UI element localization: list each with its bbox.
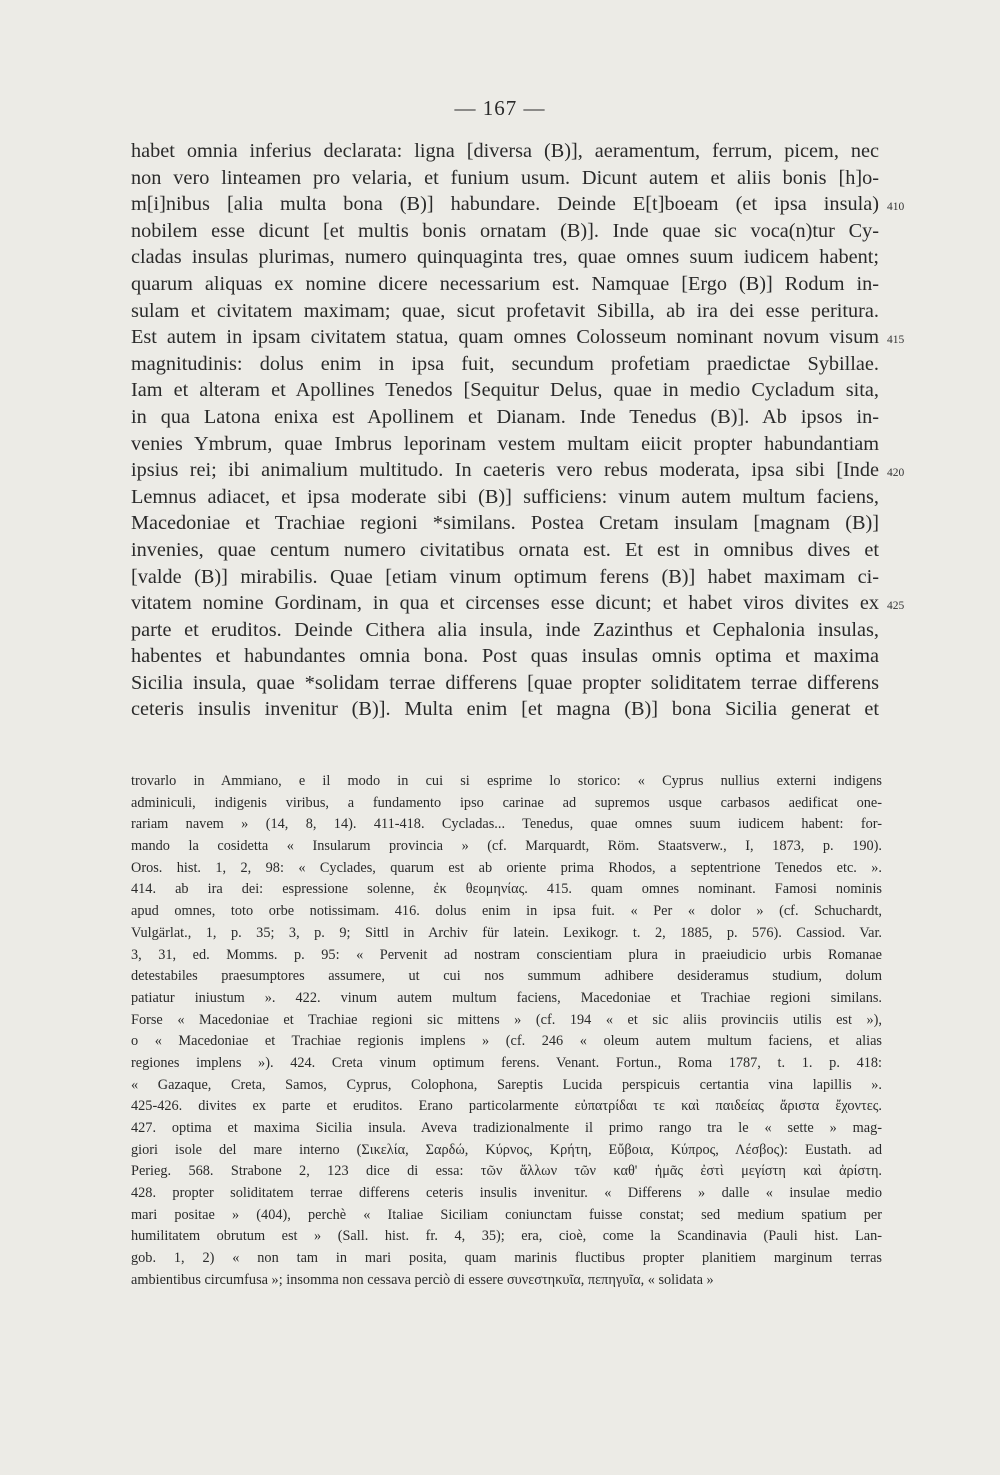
footnote-line: 427. optima et maxima Sicilia insula. Aveva tradizionalmente il primo rango tra le « sette » mag-: [131, 1120, 882, 1136]
footnote-line: « Gazaque, Creta, Samos, Cyprus, Colophona, Sareptis Lucida perspicuis certantia vina lapillis ».: [131, 1076, 882, 1093]
text-line: non vero linteamen pro velaria, et funium usum. Dicunt autem et aliis bonis [h]o-: [131, 166, 879, 189]
text-line: invenies, quae centum numero civitatibus ornata est. Et est in omnibus dives et: [131, 538, 879, 561]
text-line: Iam et alteram et Apollines Tenedos [Sequitur Delus, quae in medio Cycladum sita,: [131, 379, 879, 402]
footnote-line: humilitatem obrutum est » (Sall. hist. fr. 4, 35); era, cioè, come la Scandinavia (Pauli hist. Lan-: [131, 1228, 882, 1245]
footnote-line: Vulgärlat., 1, p. 35; 3, p. 9; Sittl in Archiv für latein. Lexikogr. t. 2, 1885, p. 576). Cassiod. Var.: [131, 924, 882, 941]
footnote-line: patiatur iniustum ». 422. vinum autem multum faciens, Macedoniae et Trachiae regioni similans.: [131, 989, 882, 1006]
text-line: ipsius rei; ibi animalium multitudo. In caeteris vero rebus moderata, ipsa sibi [Inde 420: [131, 457, 879, 484]
text-line: habentes et habundantes omnia bona. Post quas insulas omnis optima et maxima: [131, 645, 879, 668]
footnote-line: gob. 1, 2) « non tam in mari posita, quam marinis fluctibus propter planitiem marginum terras: [131, 1250, 882, 1267]
text-line: parte et eruditos. Deinde Cithera alia insula, inde Zazinthus et Cephalonia insulas,: [131, 618, 879, 641]
text-line: Est autem in ipsam civitatem statua, quam omnes Colosseum nominant novum visum 415: [131, 324, 879, 351]
text-line: venies Ymbrum, quae Imbrus leporinam vestem multam eiicit propter habundantiam: [131, 432, 879, 455]
footnote-line: giori isole del mare interno (Σικελία, Σαρδώ, Κύρνος, Κρήτη, Εὔβοια, Κύπρος, Λέσβος): Eustath. ad: [131, 1141, 882, 1158]
text-line: habet omnia inferius declarata: ligna [diversa (B)], aeramentum, ferrum, picem, nec: [131, 140, 879, 162]
footnote-line: Perieg. 568. Strabone 2, 123 dice di essa: τῶν ἄλλων τῶν καθ' ἡμᾶς ἐστὶ μεγίστη καὶ ἀρίστη.: [131, 1163, 882, 1180]
footnote-line: rariam navem » (14, 8, 14). 411-418. Cycladas... Tenedus, quae omnes suum iudicem habent: for-: [131, 816, 882, 833]
text-line: Macedoniae et Trachiae regioni *similans. Postea Cretam insulam [magnam (B)]: [131, 512, 879, 535]
line-number: 425: [887, 600, 905, 613]
footnote-line: regiones implens »). 424. Creta vinum optimum ferens. Venant. Fortun., Roma 1787, t. 1. p. 418:: [131, 1054, 882, 1071]
text-line: cladas insulas plurimas, numero quinquaginta tres, quae omnes suum iudicem habent;: [131, 246, 879, 269]
footnote-line: 414. ab ira dei: espressione solenne, ἐκ θεομηνίας. 415. quam omnes nominant. Famosi nominis: [131, 881, 882, 898]
footnote-line: mari positae » (404), perchè « Italiae Siciliam coniunctam fuisse constat; sed medium spatium per: [131, 1206, 882, 1223]
footnote-line: Oros. hist. 1, 2, 98: « Cyclades, quarum est ab oriente prima Rhodos, a septentrione Tenedos etc. ».: [131, 859, 882, 876]
text-line: nobilem esse dicunt [et multis bonis ornatam (B)]. Inde quae sic voca(n)tur Cy-: [131, 219, 879, 242]
footnote-line: Forse « Macedoniae et Trachiae regioni sic mittens » (cf. 194 « et sic aliis provinciis utilis est »),: [131, 1011, 882, 1028]
text-line: Sicilia insula, quae *solidam terrae differens [quae propter soliditatem terrae differens: [131, 671, 879, 694]
line-number: 415: [887, 334, 905, 347]
text-line: in qua Latona enixa est Apollinem et Dianam. Inde Tenedus (B)]. Ab ipsos in-: [131, 405, 879, 428]
footnote-line: mando la cosidetta « Insularum provincia » (cf. Marquardt, Röm. Staatsverw., I, 1873, p. 190).: [131, 838, 882, 855]
page-number: — 167 —: [454, 96, 546, 120]
footnote-line: apud omnes, toto orbe notissimam. 416. dolus enim in ipsa fuit. « Per « dolor » (cf. Schuchardt,: [131, 903, 882, 920]
footnote-line: 3, 31, ed. Momms. p. 95: « Pervenit ad nostram conscientiam plura in praeiudicio urbis Romanae: [131, 946, 882, 963]
footnote-line: detestabiles praesumptores assumere, ut cui nos summum adhibere desideramus studium, dolum: [131, 968, 882, 985]
footnote-line: adminiculi, indigenis viribus, a fundamento ipso carinae ad supremos usque carbasos aedificat one-: [131, 794, 882, 811]
text-line: Lemnus adiacet, et ipsa moderate sibi (B)] sufficiens: vinum autem multum faciens,: [131, 485, 879, 508]
footnote-line: o « Macedoniae et Trachiae regionis implens » (cf. 246 « oleum autem multum faciens, et alias: [131, 1033, 882, 1050]
line-number: 410: [887, 201, 905, 214]
text-line: quarum aliquas ex nomine dicere necessarium est. Namquae [Ergo (B)] Rodum in-: [131, 272, 879, 295]
footnote-line: 425-426. divites ex parte et eruditos. Erano particolarmente εὐπατρίδαι τε καὶ παιδείας ἄριστα ἔχοντες.: [131, 1098, 882, 1115]
line-number: 420: [887, 467, 905, 480]
footnote-line: ambientibus circumfusa »; insomma non cessava perciò di essere συνεστηκυῖα, πεπηγυῖα, « solidata »: [131, 1271, 714, 1288]
footnote-line: 428. propter soliditatem terrae differens ceteris insulis invenitur. « Differens » dalle « insulae medio: [131, 1185, 882, 1202]
text-line: vitatem nomine Gordinam, in qua et circenses esse dicunt; et habet viros divites ex 425: [131, 590, 879, 617]
text-line: [valde (B)] mirabilis. Quae [etiam vinum optimum ferens (B)] habet maximam ci-: [131, 565, 879, 588]
text-line: m[i]nibus [alia multa bona (B)] habundare. Deinde E[t]boeam (et ipsa insula) 410: [131, 191, 879, 218]
main-text: [131, 138, 905, 723]
text-line: ceteris insulis invenitur (B)]. Multa enim [et magna (B)] bona Sicilia generat et: [131, 698, 879, 721]
text-line: sulam et civitatem maximam; quae, sicut profetavit Sibilla, ab ira dei esse peritura.: [131, 299, 879, 322]
footnotes: [131, 771, 882, 1292]
text-line: magnitudinis: dolus enim in ipsa fuit, secundum profetiam praedictae Sybillae.: [131, 352, 879, 375]
footnote-line: trovarlo in Ammiano, e il modo in cui si esprime lo storico: « Cyprus nullius externi indigens: [131, 773, 882, 789]
